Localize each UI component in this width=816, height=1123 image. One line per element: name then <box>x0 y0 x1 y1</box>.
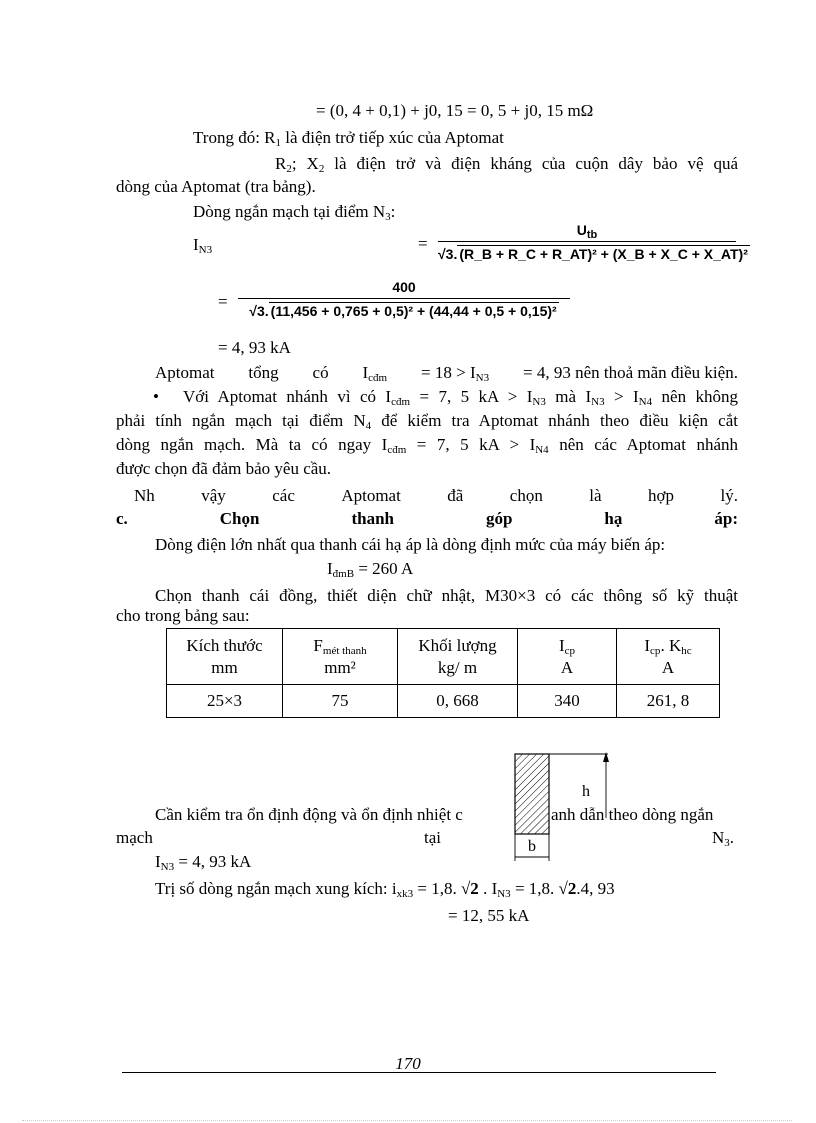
subscript: 2 <box>318 163 325 175</box>
table-cell: 340 <box>518 685 617 718</box>
text-line: dòng ngắn mạch. Mà ta có ngay $I_{cđm} = 7$, 5 kA > $I_{N4}$ nên các Aptomat nhánh <box>116 435 738 456</box>
text-line <box>275 154 738 174</box>
subscript: 2 <box>286 163 292 175</box>
formula-label <box>193 235 212 255</box>
formula-fraction-1 <box>438 221 748 264</box>
text-line: được chọn đã đảm bảo yêu cầu. <box>116 459 332 478</box>
subscript: 1 <box>275 137 282 149</box>
text-line: Trị số dòng ngắn mạch xung kích: $i_{xk3} = 1,8$. √2 . $I_{N3} = 1,8$. √2.4, 93 <box>155 879 615 900</box>
table-cell: 75 <box>283 685 398 718</box>
equation-result-line: = (0, 4 + 0,1) + j0, 15 = 0, 5 + j0, 15 mΩ <box>316 101 594 120</box>
text-line: $N_3$. <box>712 828 735 849</box>
text: Dòng ngắn mạch tại điểm N <box>193 202 386 221</box>
busbar-rect <box>515 754 549 834</box>
label-b: b <box>528 838 536 855</box>
subscript: 3 <box>385 211 391 223</box>
text-line <box>193 202 395 222</box>
text-line: Aptomat tổng có $I_{cđm}$ = $18 > I_{N3}$ = 4, 93 nên thoả mãn điều kiện. <box>155 363 738 384</box>
equation-result-line: = 4, 93 kA <box>218 338 291 357</box>
text-line: Cần kiểm tra ổn định động và ổn định nhiệt c <box>155 805 463 824</box>
table-header-cell: $I_{cp}$. $K_{hc}$ A <box>617 629 720 685</box>
equation-result-line: = 12, 55 kA <box>448 906 530 925</box>
text-line: Nh vậy các Aptomat đã chọn là hợp lý. <box>134 486 738 505</box>
fraction-numerator: $U_{tb}$ <box>576 222 598 241</box>
text: là điện trở và điện kháng của cuộn dây bảo vệ quá <box>324 154 738 173</box>
text-line: tại <box>424 828 441 847</box>
bullet-icon: • <box>153 387 159 406</box>
page-bottom-dotted-edge <box>22 1120 792 1121</box>
subscript: N3 <box>198 244 213 256</box>
text-line: mạch <box>116 828 153 847</box>
footer-rule <box>122 1072 716 1073</box>
text-line: Dòng điện lớn nhất qua thanh cái hạ áp là dòng định mức của máy biến áp: <box>155 535 666 554</box>
text-line: $I_{N3} = 4$, 93 kA <box>155 852 252 873</box>
table-header-cell: Khối lượng kg/ m <box>398 629 518 685</box>
fraction-bar <box>238 298 570 299</box>
table-cell: 0, 668 <box>398 685 518 718</box>
table-row <box>167 685 720 718</box>
label-h: h <box>582 783 590 800</box>
text-line: dòng của Aptomat (tra bảng). <box>116 177 316 196</box>
text-line: phải tính ngắn mạch tại điểm $N_4$ để kiểm tra Aptomat nhánh theo điều kiện cắt <box>116 411 738 432</box>
table-header-cell: $I_{cp}$ A <box>518 629 617 685</box>
fraction-denominator: √3. (11,456 + 0,765 + 0,5)² + (44,44 + 0,5 + 0,15)² <box>249 303 557 319</box>
equals-sign: = <box>218 292 228 311</box>
text: Trong đó: R <box>193 128 276 147</box>
arrow-head <box>603 752 609 762</box>
busbar-cross-section-figure <box>500 748 615 866</box>
table-cell: 261, 8 <box>617 685 720 718</box>
table-cell: 25×3 <box>167 685 283 718</box>
spec-table <box>166 628 720 718</box>
text: : <box>390 202 396 221</box>
text-line: anh dẫn theo dòng ngắn <box>551 805 714 824</box>
equals-sign: = <box>418 234 428 253</box>
text: R <box>275 154 287 173</box>
fraction-numerator: 400 <box>392 279 416 295</box>
table-header-cell: Kích thước mm <box>167 629 283 685</box>
text-line: $I_{đmB} = 260$ A <box>327 559 414 580</box>
fraction-bar <box>438 241 736 242</box>
section-heading: c. Chọn thanh góp hạ áp: <box>116 509 738 528</box>
text: là điện trở tiếp xúc của Aptomat <box>281 128 504 147</box>
text-line: Với Aptomat nhánh vì có $I_{cđm} = 7$, 5 kA > $I_{N3}$ mà $I_{N3} > I_{N4}$ nên không <box>183 387 738 408</box>
text: I <box>193 235 199 254</box>
text-line <box>193 128 504 148</box>
page-number: 170 <box>395 1054 421 1073</box>
text: ; X <box>291 154 319 173</box>
text-line: Chọn thanh cái đồng, thiết diện chữ nhật, M30×3 có các thông số kỹ thuật <box>155 586 738 605</box>
table-header-row <box>167 629 720 685</box>
formula-fraction-2 <box>238 278 570 321</box>
table-header-cell: $F_{mét thanh}$ mm² <box>283 629 398 685</box>
fraction-denominator: √3. (R_B + R_C + R_AT)² + (X_B + X_C + X_AT)² <box>438 246 748 262</box>
text-line: cho trong bảng sau: <box>116 606 250 625</box>
